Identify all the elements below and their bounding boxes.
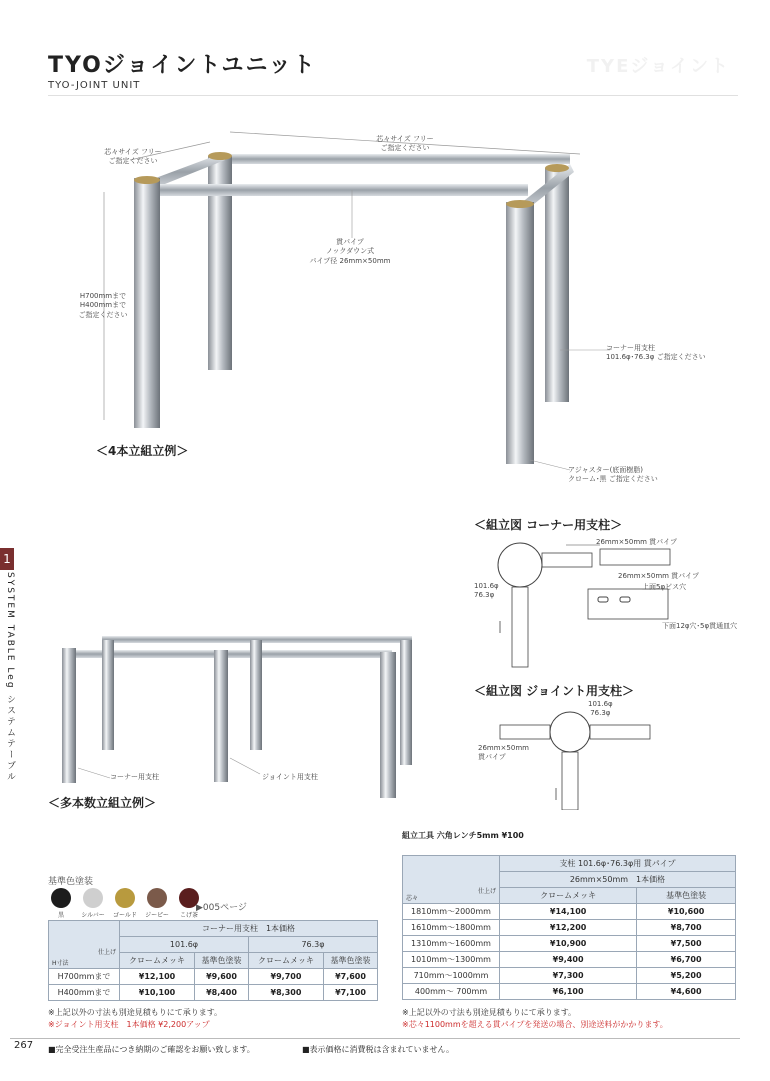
- table-row: [403, 920, 736, 936]
- table-row: [403, 984, 736, 1000]
- joint-pipe-label: 26mm×50mm 貫パイプ: [478, 744, 529, 762]
- color-swatch-label: こげ茶: [179, 912, 198, 919]
- note-adjuster: アジャスター(底面樹脂) クローム･黒 ご指定ください: [568, 466, 658, 484]
- caption-multi-leg: ＜多本数立組立例＞: [48, 796, 157, 810]
- table1-cell: ¥8,300: [248, 985, 323, 1001]
- table2-cell: ¥7,500: [637, 936, 736, 952]
- corner-diameter: 101.6φ 76.3φ: [474, 582, 499, 600]
- table2-cell: ¥10,600: [637, 904, 736, 920]
- note-corner-post: コーナー用支柱 101.6φ･76.3φ ご指定ください: [606, 344, 706, 362]
- color-swatch-dot: [147, 888, 167, 908]
- page-number: 267: [14, 1040, 34, 1051]
- table1-title: コーナー用支柱 1本価格: [120, 921, 378, 937]
- table2-cell: ¥7,300: [500, 968, 637, 984]
- corner-post-price-table: [48, 920, 378, 1001]
- color-swatch-dot: [83, 888, 103, 908]
- table2-col: 基準色塗装: [637, 888, 736, 904]
- color-page-reference: ▶005ページ: [196, 903, 247, 913]
- color-swatch-dot: [115, 888, 135, 908]
- table1-note-2: ※ジョイント用支柱 1本価格 ¥2,200アップ: [48, 1020, 210, 1029]
- pipe-price-table: [402, 855, 736, 1000]
- table2-title-1: 支柱 101.6φ･76.3φ用 貫パイプ: [500, 856, 736, 872]
- section-tab: [0, 548, 26, 798]
- table-row: [49, 969, 378, 985]
- table-row: [403, 968, 736, 984]
- footer-note-2: ■表示価格に消費税は含まれていません。: [302, 1045, 455, 1054]
- assembly-corner-drawing: [470, 535, 740, 670]
- table1-corner-bottom: H寸法: [52, 960, 69, 967]
- table1-col: 基準色塗装: [324, 953, 378, 969]
- table1-col: クロームメッキ: [248, 953, 323, 969]
- caption-four-leg: ＜4本立組立例＞: [96, 444, 189, 458]
- color-swatch-label: ゴールド: [113, 912, 137, 919]
- table2-corner-top: 仕上げ: [477, 888, 496, 895]
- footer-rule: [10, 1038, 740, 1039]
- table1-cell: ¥9,600: [195, 969, 249, 985]
- color-swatch-dot: [51, 888, 71, 908]
- table1-cell: ¥9,700: [248, 969, 323, 985]
- table2-corner-bottom: 芯々: [406, 895, 419, 902]
- color-swatch: [48, 888, 74, 919]
- color-swatch: [112, 888, 138, 919]
- four-leg-table-illustration: [90, 120, 650, 480]
- table1-cell: ¥7,600: [324, 969, 378, 985]
- table1-corner-cell: [49, 921, 120, 969]
- color-swatch: [80, 888, 106, 919]
- table2-row-label: 710mm〜1000mm: [403, 968, 500, 984]
- note-width-left: 芯々サイズ フリー ご指定ください: [104, 148, 162, 166]
- color-swatch-label: シルバー: [81, 912, 105, 919]
- multi-corner-label: コーナー用支柱: [110, 773, 159, 781]
- table2-cell: ¥5,200: [637, 968, 736, 984]
- table2-row-label: 1610mm〜1800mm: [403, 920, 500, 936]
- section-label: SYSTEM TABLE Leg システムテーブル: [5, 572, 15, 783]
- page-title: TYOジョイントユニット: [48, 53, 317, 78]
- table2-cell: ¥6,700: [637, 952, 736, 968]
- table1-cell: ¥8,400: [195, 985, 249, 1001]
- table2-cell: ¥8,700: [637, 920, 736, 936]
- table2-row-label: 1810mm〜2000mm: [403, 904, 500, 920]
- table1-row-label: H400mmまで: [49, 985, 120, 1001]
- assembly-corner-title: ＜組立図 コーナー用支柱＞: [474, 518, 623, 532]
- table2-corner-cell: [403, 856, 500, 904]
- color-swatch: [144, 888, 170, 919]
- joint-diameter: 101.6φ 76.3φ: [588, 700, 613, 718]
- table-row: [403, 952, 736, 968]
- table1-cell: ¥10,100: [120, 985, 195, 1001]
- multi-joint-label: ジョイント用支柱: [262, 773, 318, 781]
- table-row: [403, 904, 736, 920]
- table2-row-label: 400mm〜 700mm: [403, 984, 500, 1000]
- table2-cell: ¥4,600: [637, 984, 736, 1000]
- note-height: H700mmまで H400mmまで ご指定ください: [78, 292, 128, 319]
- section-number: 1: [0, 548, 14, 570]
- ghost-header-text: TYEジョイント: [586, 56, 730, 77]
- table1-group-2: 76.3φ: [248, 937, 377, 953]
- footer-note-1: ■完全受注生産品につき納期のご確認をお願い致します。: [48, 1045, 255, 1054]
- table2-cell: ¥10,900: [500, 936, 637, 952]
- table1-cell: ¥12,100: [120, 969, 195, 985]
- corner-pipe-label-1: 26mm×50mm 貫パイプ: [596, 538, 677, 546]
- table2-col: クロームメッキ: [500, 888, 637, 904]
- table1-col: 基準色塗装: [195, 953, 249, 969]
- header-rule: [48, 95, 738, 96]
- color-swatch-row: [48, 888, 202, 919]
- table2-row-label: 1310mm〜1600mm: [403, 936, 500, 952]
- corner-hole-bottom: 下面12φ穴･5φ貫通皿穴: [662, 622, 738, 630]
- color-swatch-label: ジーピー: [145, 912, 169, 919]
- note-width-top: 芯々サイズ フリー ご指定ください: [376, 135, 434, 153]
- table1-col: クロームメッキ: [120, 953, 195, 969]
- table2-title-2: 26mm×50mm 1本価格: [500, 872, 736, 888]
- table1-group-1: 101.6φ: [120, 937, 249, 953]
- table2-cell: ¥12,200: [500, 920, 637, 936]
- multi-leg-table-illustration: [50, 628, 430, 803]
- table2-row-label: 1010mm〜1300mm: [403, 952, 500, 968]
- table2-cell: ¥14,100: [500, 904, 637, 920]
- assembly-joint-title: ＜組立図 ジョイント用支柱＞: [474, 684, 634, 698]
- assembly-tool-note: 組立工具 六角レンチ5mm ¥100: [402, 831, 524, 840]
- color-swatch-label: 黒: [57, 912, 64, 919]
- corner-pipe-label-2: 26mm×50mm 貫パイプ: [618, 572, 699, 580]
- table1-corner-top: 仕上げ: [97, 949, 116, 956]
- note-pipe: 貫パイプ ノックダウン式 パイプ径 26mm×50mm: [309, 238, 391, 265]
- table2-cell: ¥9,400: [500, 952, 637, 968]
- table2-note-1: ※上記以外の寸法も別途見積もりにて承ります。: [402, 1008, 577, 1017]
- table1-note-1: ※上記以外の寸法も別途見積もりにて承ります。: [48, 1008, 223, 1017]
- table2-cell: ¥6,100: [500, 984, 637, 1000]
- table-row: [49, 985, 378, 1001]
- corner-hole-top: 上面5φビス穴: [642, 583, 687, 591]
- table2-note-2: ※芯々1100mmを超える貫パイプを発送の場合、別途送料がかかります。: [402, 1020, 668, 1029]
- table1-cell: ¥7,100: [324, 985, 378, 1001]
- table-row: [403, 936, 736, 952]
- color-heading: 基準色塗装: [48, 877, 94, 887]
- table1-row-label: H700mmまで: [49, 969, 120, 985]
- page-subtitle: TYO-JOINT UNIT: [48, 80, 141, 91]
